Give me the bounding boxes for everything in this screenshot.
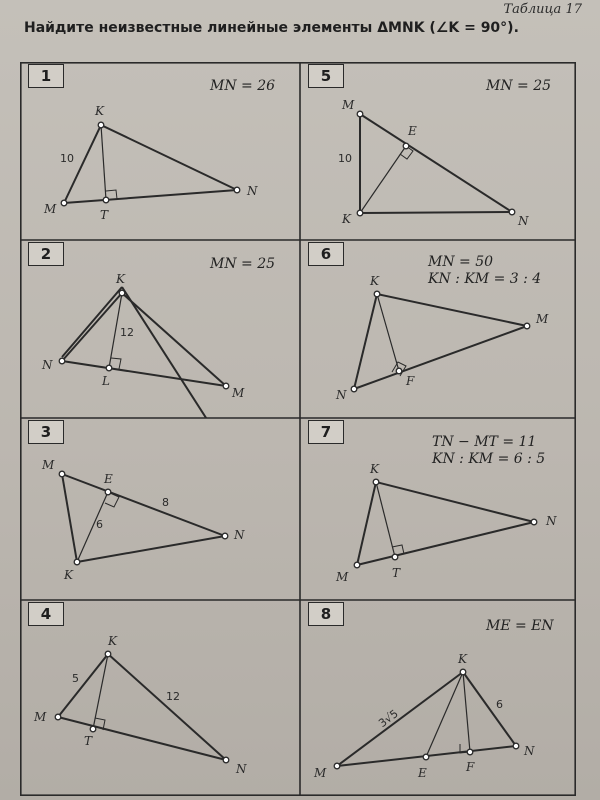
given-condition: MN = 25 bbox=[486, 78, 552, 94]
vertex-label-m: M bbox=[336, 570, 349, 584]
vertex-label-m: M bbox=[536, 312, 549, 326]
side-length: 6 bbox=[496, 698, 503, 711]
point-label-l: L bbox=[102, 374, 110, 388]
vertex-label-n: N bbox=[546, 514, 557, 528]
vertex-label-m: M bbox=[42, 458, 55, 472]
triangle-figure bbox=[300, 600, 576, 796]
given-condition: MN = 50 bbox=[428, 254, 494, 270]
point-label-t: T bbox=[84, 734, 93, 748]
side-length: 8 bbox=[162, 496, 169, 509]
table-label: Таблица 17 bbox=[503, 2, 582, 17]
vertex-label-m: M bbox=[232, 386, 245, 400]
problem-number: 2 bbox=[28, 242, 64, 266]
triangle-figure bbox=[20, 418, 300, 600]
problem-4 bbox=[20, 600, 300, 796]
vertex-label-k: K bbox=[95, 104, 104, 118]
task-heading: Найдите неизвестные линейные элементы ΔMNK (∠K = 90°). bbox=[24, 20, 519, 36]
given-ratio: KN : KM = 6 : 5 bbox=[432, 451, 546, 467]
vertex-label-n: N bbox=[518, 214, 529, 228]
vertex-label-k: K bbox=[370, 274, 379, 288]
vertex-label-m: M bbox=[34, 710, 47, 724]
problem-number: 5 bbox=[308, 64, 344, 88]
vertex-label-k: K bbox=[64, 568, 73, 582]
given-ratio: KN : KM = 3 : 4 bbox=[428, 271, 542, 287]
vertex-label-m: M bbox=[314, 766, 327, 780]
vertex-label-k: K bbox=[108, 634, 117, 648]
problem-number: 3 bbox=[28, 420, 64, 444]
point-label-t: T bbox=[100, 208, 109, 222]
side-length: 5 bbox=[72, 672, 79, 685]
point-label-e: E bbox=[418, 766, 427, 780]
vertex-label-m: M bbox=[44, 202, 57, 216]
problem-3 bbox=[20, 418, 300, 600]
vertex-label-k: K bbox=[458, 652, 467, 666]
point-label-e: E bbox=[408, 124, 417, 138]
triangle-figure bbox=[20, 240, 300, 418]
side-length: 10 bbox=[60, 152, 74, 165]
problem-number: 4 bbox=[28, 602, 64, 626]
problem-7 bbox=[300, 418, 576, 600]
problem-number: 1 bbox=[28, 64, 64, 88]
problem-1 bbox=[20, 62, 300, 240]
problem-2-figure bbox=[20, 240, 300, 418]
point-label-e: E bbox=[104, 472, 113, 486]
vertex-label-n: N bbox=[42, 358, 53, 372]
side-length: 10 bbox=[338, 152, 352, 165]
vertex-label-k: K bbox=[116, 272, 125, 286]
vertex-label-m: M bbox=[342, 98, 355, 112]
point-label-f: F bbox=[466, 760, 475, 774]
vertex-label-k: K bbox=[342, 212, 351, 226]
vertex-label-n: N bbox=[524, 744, 535, 758]
side-length: 3√5 bbox=[376, 706, 401, 731]
given-condition: TN − MT = 11 bbox=[432, 434, 537, 450]
problem-number: 8 bbox=[308, 602, 344, 626]
point-label-f: F bbox=[406, 374, 415, 388]
problem-5 bbox=[300, 62, 576, 240]
triangle-figure bbox=[20, 600, 300, 796]
given-condition: ME = EN bbox=[486, 618, 554, 634]
problem-grid bbox=[20, 62, 576, 796]
vertex-label-n: N bbox=[336, 388, 347, 402]
given-condition: MN = 26 bbox=[210, 78, 276, 94]
problem-8 bbox=[300, 600, 576, 796]
point-label-t: T bbox=[392, 566, 401, 580]
problem-6 bbox=[300, 240, 576, 418]
vertex-label-n: N bbox=[234, 528, 245, 542]
given-condition: MN = 25 bbox=[210, 256, 276, 272]
altitude-length: 6 bbox=[96, 518, 103, 531]
vertex-label-n: N bbox=[236, 762, 247, 776]
side-length: 12 bbox=[166, 690, 180, 703]
altitude-length: 12 bbox=[120, 326, 134, 339]
triangle-figure bbox=[20, 62, 300, 240]
problem-number: 7 bbox=[308, 420, 344, 444]
vertex-label-k: K bbox=[370, 462, 379, 476]
vertex-label-n: N bbox=[247, 184, 258, 198]
problem-number: 6 bbox=[308, 242, 344, 266]
